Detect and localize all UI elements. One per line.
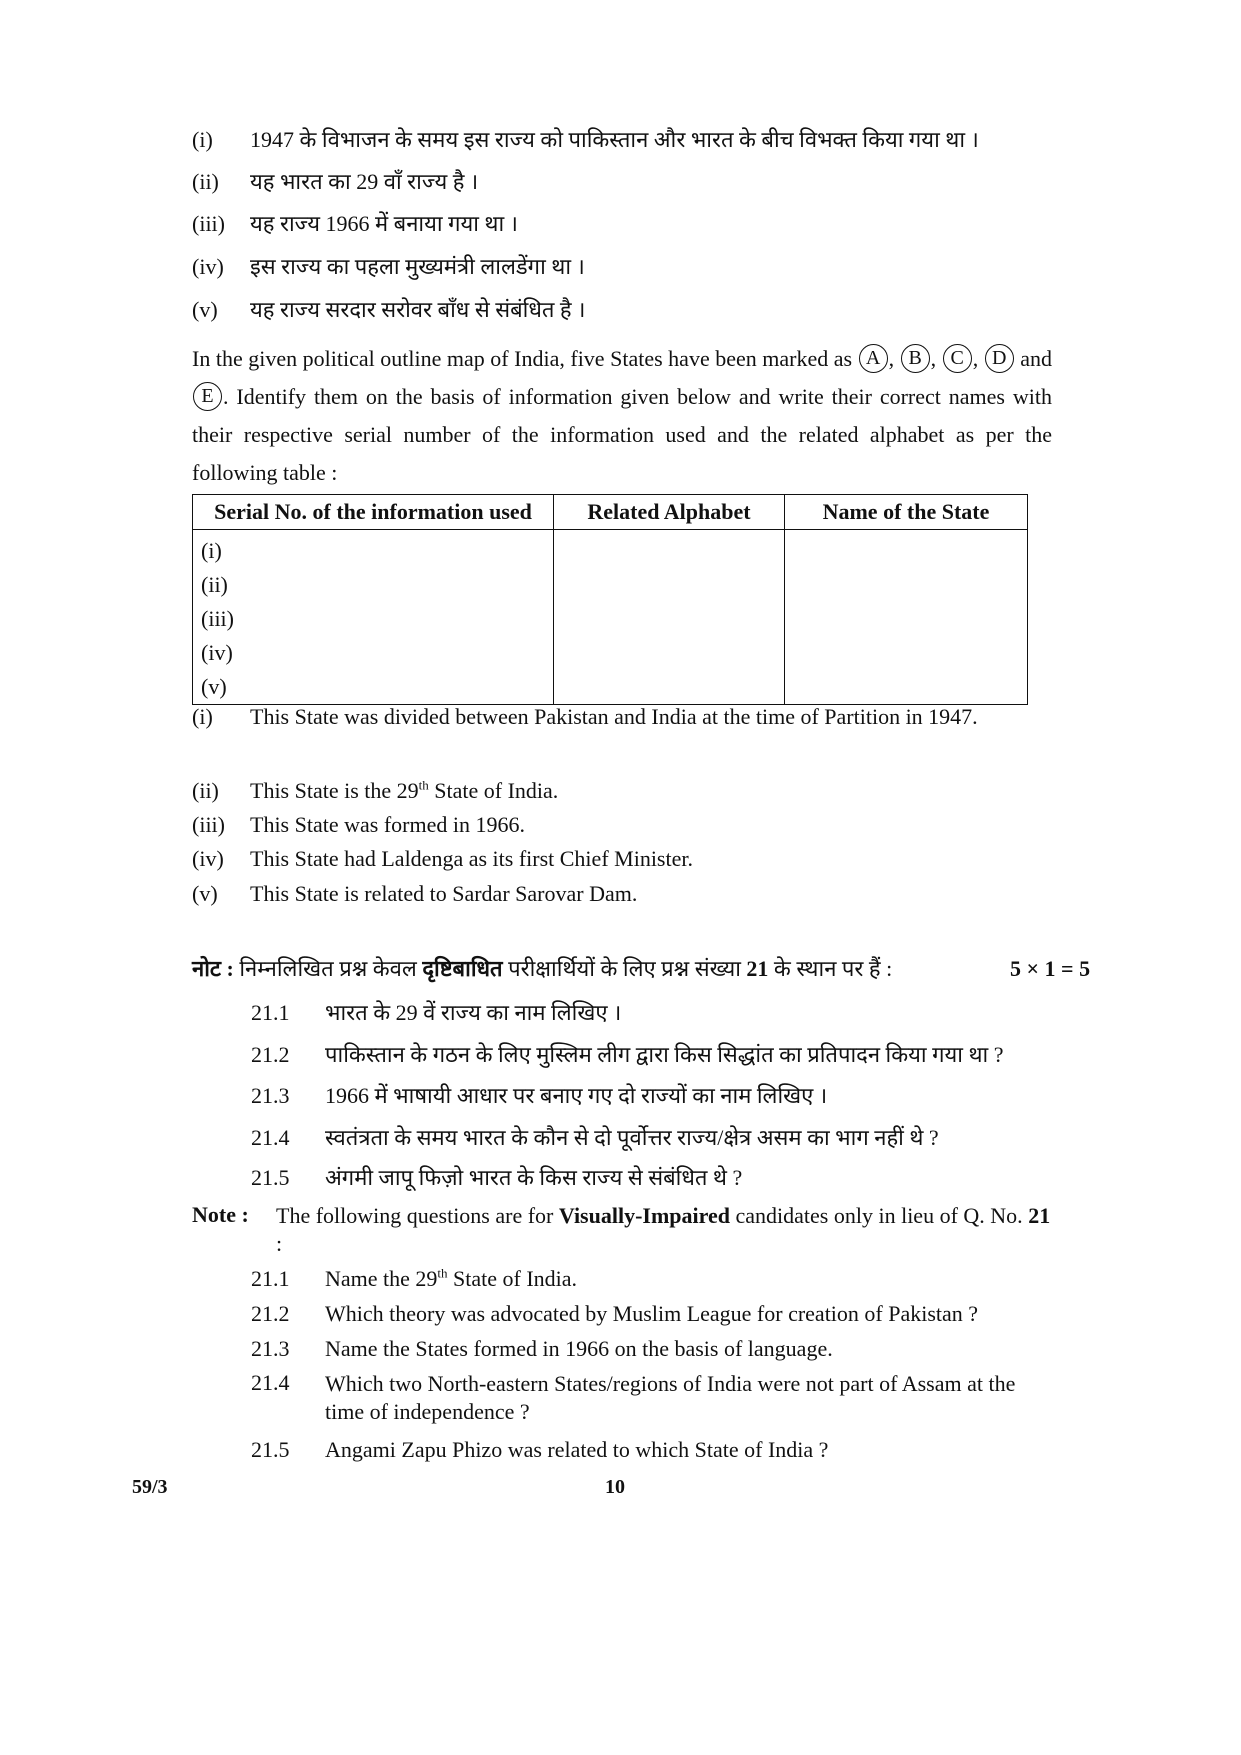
english-clue-item (192, 808, 1052, 842)
question-text: भारत के 29 वें राज्य का नाम लिखिए । (325, 1000, 622, 1025)
separator: , (972, 346, 979, 371)
header-alphabet: Related Alphabet (554, 495, 785, 530)
english-question-item (251, 1336, 833, 1362)
question-number: 21.4 (251, 1125, 290, 1150)
clue-number: (i) (192, 704, 213, 729)
note-text-block (276, 1202, 1052, 1258)
note-label: नोट : (192, 956, 234, 981)
english-clue-item (192, 700, 1052, 734)
hindi-question-item (251, 1042, 1003, 1068)
hindi-question-item (251, 1083, 827, 1109)
hindi-question-item (251, 1165, 742, 1191)
instructions-text: . Identify them on the basis of information given below and write their correct names with their respective serial number of the information used and the related alphabet as per the following table : (192, 384, 1052, 485)
clue-text: यह भारत का 29 वाँ राज्य है । (250, 169, 479, 194)
clue-number: (ii) (192, 169, 219, 194)
header-state: Name of the State (785, 495, 1028, 530)
hindi-question-item (251, 1000, 621, 1026)
circled-letter-c: C (943, 344, 972, 373)
circled-letter-a: A (859, 344, 888, 373)
question-number: 21.3 (251, 1083, 290, 1108)
question-text-part: State of India. (447, 1266, 578, 1291)
english-clue-item (192, 774, 1052, 808)
state-name-cell (785, 530, 1028, 705)
separator: , (888, 346, 895, 371)
question-text: Angami Zapu Phizo was related to which State of India ? (325, 1437, 829, 1462)
ordinal-suffix: th (418, 777, 429, 793)
english-question-item (251, 1266, 577, 1292)
question-number: 21.1 (251, 1000, 290, 1025)
note-text: निम्नलिखित प्रश्न केवल (233, 956, 423, 981)
clue-text (250, 774, 1042, 808)
english-question-item (251, 1301, 978, 1327)
english-question-item (251, 1437, 828, 1463)
clue-text-part: State of India. (428, 778, 559, 803)
note-text: : (276, 1231, 283, 1256)
note-text: The following questions are for (276, 1203, 559, 1228)
question-number: 21.2 (251, 1042, 290, 1067)
clue-number: (ii) (192, 778, 219, 803)
serial-item: (i) (201, 538, 222, 563)
table-header-row (193, 495, 1028, 530)
question-number: 21.3 (251, 1336, 290, 1361)
note-text: के स्थान पर हैं : (768, 956, 893, 981)
paper-code: 59/3 (132, 1476, 168, 1498)
hindi-clue-item (192, 254, 1092, 280)
question-text: 1966 में भाषायी आधार पर बनाए गए दो राज्यों का नाम लिखिए । (325, 1083, 828, 1108)
question-number-ref: 21 (746, 956, 769, 981)
clue-number: (i) (192, 127, 213, 152)
clue-number: (iii) (192, 211, 225, 236)
and-word: and (1020, 346, 1053, 371)
note-text: परीक्षार्थियों के लिए प्रश्न संख्या (502, 956, 747, 981)
question-number-ref: 21 (1028, 1203, 1051, 1228)
serial-item: (ii) (201, 572, 228, 597)
note-hindi (192, 956, 1112, 982)
alphabet-cell (554, 530, 785, 705)
clue-text: यह राज्य सरदार सरोवर बाँध से संबंधित है । (250, 297, 586, 322)
clue-number: (iii) (192, 812, 225, 837)
circled-letter-d: D (985, 344, 1014, 373)
clue-text: इस राज्य का पहला मुख्यमंत्री लालडेंगा था । (250, 254, 585, 279)
note-text: candidates only in lieu of Q. No. (730, 1203, 1029, 1228)
hindi-clue-item (192, 211, 1092, 237)
separator: , (930, 346, 937, 371)
clue-text: This State was formed in 1966. (250, 812, 525, 837)
english-clue-item (192, 877, 1052, 911)
hindi-clue-item (192, 127, 1092, 153)
question-text: स्वतंत्रता के समय भारत के कौन से दो पूर्वोत्तर राज्य/क्षेत्र असम का भाग नहीं थे ? (325, 1125, 939, 1150)
question-text: अंगमी जापू फिज़ो भारत के किस राज्य से संबंधित थे ? (325, 1165, 743, 1190)
question-number: 21.4 (251, 1370, 290, 1395)
clue-text: This State was divided between Pakistan and India at the time of Partition in 1947. (250, 704, 978, 729)
clue-number: (iv) (192, 846, 224, 871)
english-clue-item (192, 842, 1052, 876)
question-text: Which theory was advocated by Muslim League for creation of Pakistan ? (325, 1301, 979, 1326)
hindi-clue-item (192, 169, 1092, 195)
answer-table (192, 494, 1028, 705)
question-text: Name the States formed in 1966 on the basis of language. (325, 1336, 833, 1361)
english-question-item (251, 1370, 1051, 1426)
clue-number: (v) (192, 881, 218, 906)
hindi-clue-item (192, 297, 1092, 323)
hindi-question-item (251, 1125, 939, 1151)
header-serial: Serial No. of the information used (193, 495, 554, 530)
note-emphasis: Visually-Impaired (558, 1203, 731, 1228)
clue-text-part: This State is the 29 (250, 778, 419, 803)
question-number: 21.1 (251, 1266, 290, 1291)
clue-text: This State had Laldenga as its first Chief Minister. (250, 846, 693, 871)
question-number: 21.5 (251, 1165, 290, 1190)
clue-text: This State is related to Sardar Sarovar Dam. (250, 881, 638, 906)
circled-letter-e: E (193, 382, 222, 411)
clue-text: यह राज्य 1966 में बनाया गया था । (250, 211, 519, 236)
question-text: पाकिस्तान के गठन के लिए मुस्लिम लीग द्वारा किस सिद्धांत का प्रतिपादन किया गया था ? (325, 1042, 1004, 1067)
table-row (193, 530, 1028, 705)
serial-item: (iv) (201, 640, 233, 665)
question-text-part: Name the 29 (325, 1266, 438, 1291)
serial-item: (v) (201, 674, 227, 699)
serial-cell (193, 530, 554, 705)
question-instructions (192, 340, 1052, 492)
clue-number: (v) (192, 297, 218, 322)
serial-item: (iii) (201, 606, 234, 631)
circled-letter-b: B (901, 344, 930, 373)
instructions-text: In the given political outline map of India, five States have been marked as (192, 346, 853, 371)
clue-number: (iv) (192, 254, 224, 279)
page-number: 10 (605, 1476, 625, 1498)
question-text: Which two North-eastern States/regions of India were not part of Assam at the time of independence ? (325, 1371, 1016, 1424)
note-label: Note : (192, 1202, 249, 1227)
note-emphasis: दृष्टिबाधित (422, 956, 503, 981)
question-number: 21.5 (251, 1437, 290, 1462)
question-number: 21.2 (251, 1301, 290, 1326)
marks-allocation: 5 × 1 = 5 (1010, 956, 1091, 981)
ordinal-suffix: th (437, 1265, 448, 1281)
clue-text: 1947 के विभाजन के समय इस राज्य को पाकिस्तान और भारत के बीच विभक्त किया गया था । (250, 127, 979, 152)
question-text (325, 1266, 577, 1291)
